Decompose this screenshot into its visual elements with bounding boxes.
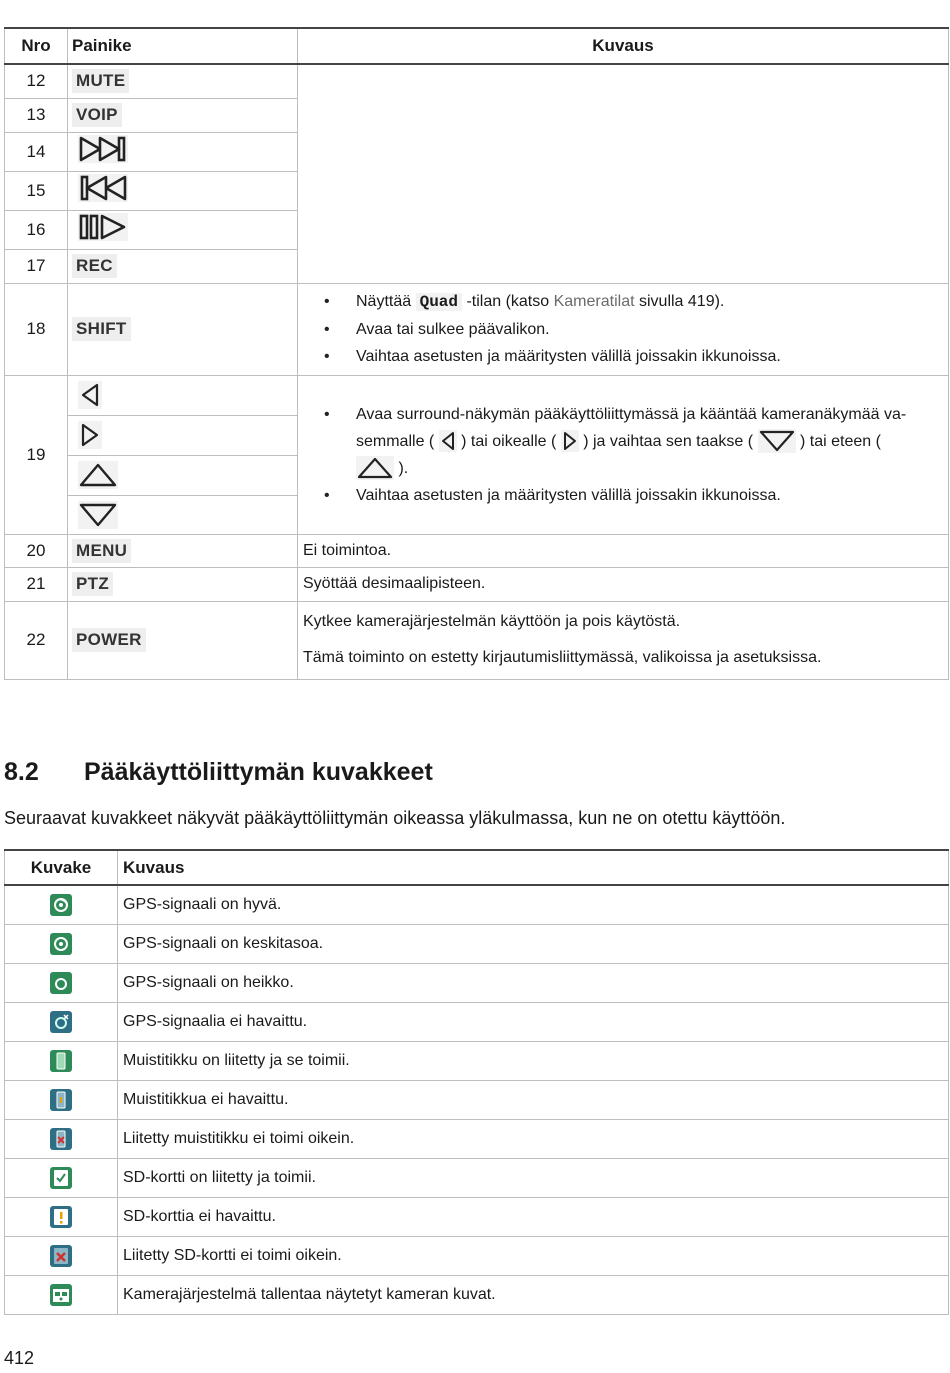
row-description: Ei toimintoa. bbox=[298, 534, 949, 567]
section-intro: Seuraavat kuvakkeet näkyvät pääkäyttöliittymän oikeassa yläkulmassa, kun ne on otettu käyttöön. bbox=[4, 808, 786, 828]
menu-key-label: MENU bbox=[72, 539, 131, 563]
row-number: 16 bbox=[5, 210, 68, 249]
arrow-right-icon bbox=[561, 430, 579, 452]
row-description: Syöttää desimaalipisteen. bbox=[298, 567, 949, 601]
list-item bbox=[356, 288, 948, 316]
table-row bbox=[5, 885, 949, 925]
col-header-kuvake: Kuvake bbox=[5, 850, 118, 885]
icon-description: GPS-signaali on hyvä. bbox=[118, 885, 949, 925]
list-item bbox=[356, 401, 948, 482]
icon-description: SD-kortti on liitetty ja toimii. bbox=[118, 1159, 949, 1198]
arrow-right-icon bbox=[78, 421, 102, 449]
text: ). bbox=[398, 459, 409, 477]
power-key-label: POWER bbox=[72, 628, 146, 652]
table-row bbox=[5, 64, 949, 98]
text: sivulla 419). bbox=[638, 293, 725, 310]
gps-good-icon bbox=[50, 894, 72, 916]
shift-description-list bbox=[298, 288, 948, 370]
section-number: 8.2 bbox=[4, 758, 39, 786]
quad-mode-code: Quad bbox=[416, 293, 462, 311]
list-item: • Vaihtaa asetusten ja määritysten välillä joissakin ikkunoissa. bbox=[356, 482, 948, 509]
icon-description: GPS-signaalia ei havaittu. bbox=[118, 1003, 949, 1042]
ptz-key-label: PTZ bbox=[72, 572, 113, 596]
recording-icon bbox=[50, 1284, 72, 1306]
arrow-down-icon bbox=[758, 429, 796, 453]
icon-description: Kamerajärjestelmä tallentaa näytetyt kameran kuvat. bbox=[118, 1276, 949, 1315]
icon-description: Muistitikku on liitetty ja se toimii. bbox=[118, 1042, 949, 1081]
table-row bbox=[5, 1237, 949, 1276]
table-row bbox=[5, 1042, 949, 1081]
sd-ok-icon bbox=[50, 1167, 72, 1189]
row-description: Kytkee kamerajärjestelmän käyttöön ja pois käytöstä. bbox=[303, 613, 681, 630]
mute-key-label: MUTE bbox=[72, 69, 129, 93]
kameratilat-link[interactable]: Kameratilat bbox=[553, 293, 635, 310]
icon-description: SD-korttia ei havaittu. bbox=[118, 1198, 949, 1237]
col-header-painike: Painike bbox=[68, 28, 298, 64]
col-header-kuvaus: Kuvaus bbox=[298, 28, 949, 64]
usb-ok-icon bbox=[50, 1050, 72, 1072]
sd-missing-icon bbox=[50, 1206, 72, 1228]
table-row bbox=[5, 601, 949, 679]
skip-forward-icon bbox=[78, 135, 128, 163]
section-title: Pääkäyttöliittymän kuvakkeet bbox=[84, 758, 433, 786]
sd-error-icon bbox=[50, 1245, 72, 1267]
row-note: Tämä toiminto on estetty kirjautumisliittymässä, valikoissa ja asetuksissa. bbox=[303, 649, 822, 666]
text: semmalle ( bbox=[356, 432, 435, 450]
arrows-description-list bbox=[298, 401, 948, 509]
table-row bbox=[5, 1120, 949, 1159]
table-row bbox=[5, 1159, 949, 1198]
empty-description bbox=[298, 64, 949, 283]
buttons-table bbox=[4, 27, 949, 680]
skip-back-icon bbox=[78, 174, 128, 202]
shift-key-label: SHIFT bbox=[72, 317, 131, 341]
table-row bbox=[5, 925, 949, 964]
gps-none-icon bbox=[50, 1011, 72, 1033]
page-number: 412 bbox=[4, 1348, 35, 1368]
row-number: 20 bbox=[5, 534, 68, 567]
row-number: 19 bbox=[5, 375, 68, 534]
row-number: 21 bbox=[5, 567, 68, 601]
table-row bbox=[5, 375, 949, 534]
table-row bbox=[5, 964, 949, 1003]
text: ) tai oikealle ( bbox=[461, 432, 557, 450]
list-item: • Vaihtaa asetusten ja määritysten välillä joissakin ikkunoissa. bbox=[356, 343, 948, 370]
table-row bbox=[5, 1081, 949, 1120]
table-row bbox=[5, 567, 949, 601]
col-header-kuvaus: Kuvaus bbox=[118, 850, 949, 885]
table-row bbox=[5, 283, 949, 375]
text: ) ja vaihtaa sen taakse ( bbox=[583, 432, 754, 450]
text: ) tai eteen ( bbox=[799, 432, 881, 450]
row-number: 15 bbox=[5, 171, 68, 210]
icon-description: Liitetty muistitikku ei toimi oikein. bbox=[118, 1120, 949, 1159]
arrow-left-icon bbox=[78, 381, 102, 409]
text: Avaa surround-näkymän pääkäyttöliittymässä ja kääntää kameranäkymää va- bbox=[356, 405, 907, 423]
icons-table bbox=[4, 849, 949, 1315]
row-number: 22 bbox=[5, 601, 68, 679]
row-number: 13 bbox=[5, 98, 68, 132]
arrow-down-icon bbox=[78, 501, 118, 529]
icon-description: GPS-signaali on keskitasoa. bbox=[118, 925, 949, 964]
table-row bbox=[5, 1003, 949, 1042]
gps-medium-icon bbox=[50, 933, 72, 955]
row-number: 12 bbox=[5, 64, 68, 98]
rec-key-label: REC bbox=[72, 254, 117, 278]
row-number: 18 bbox=[5, 283, 68, 375]
list-item: • Avaa tai sulkee päävalikon. bbox=[356, 316, 948, 343]
usb-error-icon bbox=[50, 1128, 72, 1150]
text: Näyttää bbox=[356, 293, 412, 310]
table-row bbox=[5, 1198, 949, 1237]
table-row bbox=[5, 1276, 949, 1315]
icon-description: GPS-signaali on heikko. bbox=[118, 964, 949, 1003]
gps-weak-icon bbox=[50, 972, 72, 994]
arrow-up-icon bbox=[356, 456, 394, 480]
icon-description: Muistitikkua ei havaittu. bbox=[118, 1081, 949, 1120]
table-row bbox=[5, 534, 949, 567]
icon-description: Liitetty SD-kortti ei toimi oikein. bbox=[118, 1237, 949, 1276]
row-number: 17 bbox=[5, 249, 68, 283]
row-number: 14 bbox=[5, 132, 68, 171]
pause-play-icon bbox=[78, 213, 128, 241]
arrow-left-icon bbox=[439, 430, 457, 452]
text: -tilan (katso bbox=[466, 293, 550, 310]
col-header-nro: Nro bbox=[5, 28, 68, 64]
usb-missing-icon bbox=[50, 1089, 72, 1111]
voip-key-label: VOIP bbox=[72, 103, 122, 127]
arrow-up-icon bbox=[78, 461, 118, 489]
